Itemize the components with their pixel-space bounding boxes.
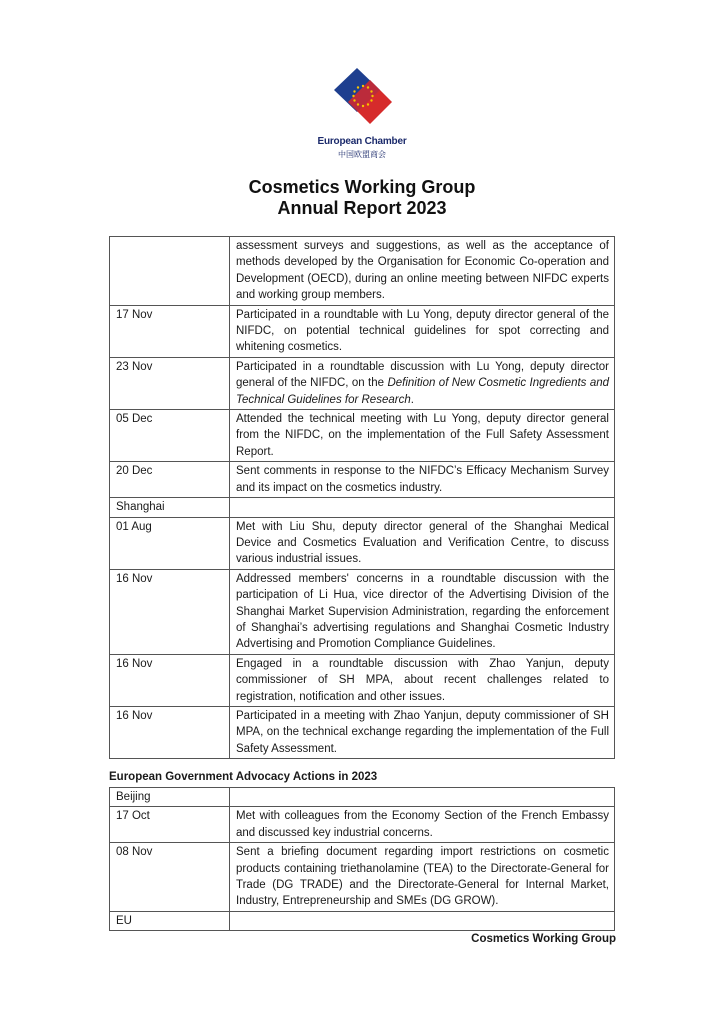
activity-text-end: . (410, 393, 414, 406)
activity-text: Participated in a roundtable discussion with Lu Yong, deputy director general of the NIFDC, on the (236, 360, 609, 390)
report-title (160, 177, 564, 219)
table-row-location (110, 911, 615, 930)
advocacy-table-china (109, 236, 615, 759)
activity-cell (230, 788, 615, 807)
date-cell: 20 Dec (110, 462, 230, 498)
table-row (110, 237, 615, 306)
table-row (110, 357, 615, 409)
title-line-1: Cosmetics Working Group (248, 177, 476, 197)
activity-cell: Met with Liu Shu, deputy director general of the Shanghai Medical Device and Cosmetics Evaluation and Verification Centre, to discuss various industrial issues. (230, 517, 615, 569)
date-cell: 17 Nov (110, 305, 230, 357)
table-row (110, 305, 615, 357)
advocacy-table-europe (109, 787, 615, 931)
table-row (110, 462, 615, 498)
date-cell: 05 Dec (110, 410, 230, 462)
table-row (110, 517, 615, 569)
activity-cell: assessment surveys and suggestions, as well as the acceptance of methods developed by the Organisation for Economic Co-operation and Development (OECD), during an online meeting between NIFDC experts and working group members. (230, 237, 615, 306)
date-cell: 16 Nov (110, 569, 230, 654)
location-cell: Shanghai (110, 498, 230, 517)
date-cell: 01 Aug (110, 517, 230, 569)
date-cell: 16 Nov (110, 654, 230, 706)
activity-cell (230, 357, 615, 409)
activity-cell: Sent a briefing document regarding import restrictions on cosmetic products containing triethanolamine (TEA) to the Directorate-General for Trade (DG TRADE) and the Directorate-General for Internal Market, Industry, Entrepreneurship and SMEs (DG GROW). (230, 843, 615, 912)
activity-cell: Met with colleagues from the Economy Section of the French Embassy and discussed key industrial concerns. (230, 807, 615, 843)
table-row (110, 569, 615, 654)
table-row (110, 807, 615, 843)
section-heading: European Government Advocacy Actions in 2023 (109, 771, 378, 783)
date-cell: 16 Nov (110, 706, 230, 758)
activity-cell: Sent comments in response to the NIFDC’s Efficacy Mechanism Survey and its impact on the cosmetics industry. (230, 462, 615, 498)
activity-cell (230, 911, 615, 930)
location-cell: EU (110, 911, 230, 930)
activity-cell: Addressed members' concerns in a roundtable discussion with the participation of Li Hua, vice director of the Advertising Division of the Shanghai Market Supervision Administration, regarding the enforcement of Shanghai’s advertising regulations and Shanghai Cosmetic Industry Advertising and Promotion Compliance Guidelines. (230, 569, 615, 654)
org-name: European Chamber (317, 136, 407, 147)
page-footer: Cosmetics Working Group (471, 933, 616, 945)
table-row (110, 706, 615, 758)
activity-cell: Participated in a meeting with Zhao Yanjun, deputy commissioner of SH MPA, on the technical exchange regarding the implementation of the Full Safety Assessment. (230, 706, 615, 758)
table-row-location (110, 788, 615, 807)
date-cell: 17 Oct (110, 807, 230, 843)
activity-cell: Engaged in a roundtable discussion with Zhao Yanjun, deputy commissioner of SH MPA, about recent challenges related to registration, notification and other issues. (230, 654, 615, 706)
org-name-chinese: 中国欧盟商会 (338, 150, 386, 159)
date-cell: 23 Nov (110, 357, 230, 409)
table-row (110, 654, 615, 706)
activity-cell: Participated in a roundtable with Lu Yong, deputy director general of the NIFDC, on potential technical guidelines for spot correcting and whitening cosmetics. (230, 305, 615, 357)
european-chamber-logo (330, 66, 396, 128)
table-row-location (110, 498, 615, 517)
activity-cell (230, 498, 615, 517)
table-row (110, 843, 615, 912)
location-cell: Beijing (110, 788, 230, 807)
title-line-2: Annual Report 2023 (277, 198, 447, 218)
table-row (110, 410, 615, 462)
date-cell: 08 Nov (110, 843, 230, 912)
activity-cell: Attended the technical meeting with Lu Yong, deputy director general from the NIFDC, on the implementation of the Full Safety Assessment Report. (230, 410, 615, 462)
date-cell (110, 237, 230, 306)
document-title: Definition of New Cosmetic Ingredients and Technical Guidelines for Research (236, 377, 610, 406)
